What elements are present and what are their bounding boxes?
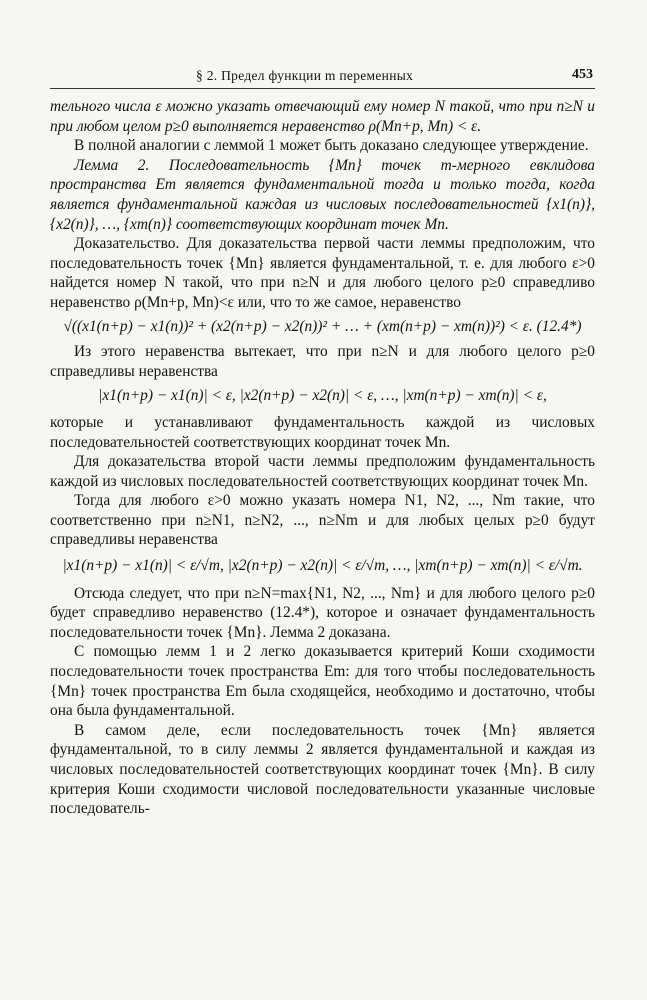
paragraph-numbers-n: Тогда для любого ε>0 можно указать номера N1, N2, ..., Nm такие, что соответственно при n≥N1, n≥N2, ..., n≥Nm и для любых целых p≥0 будут справедливы неравенства <box>50 492 595 549</box>
formula-12-4: √((x1(n+p) − x1(n))² + (x2(n+p) − x2(n))² + … + (xm(n+p) − xm(n))²) < ε. (12.4*) <box>63 317 582 335</box>
paragraph-analogy: В полной аналогии с леммой 1 может быть доказано следующее утверждение. <box>74 137 589 155</box>
paragraph-consequence: Из этого неравенства вытекает, что при n≥N и для любого целого p≥0 справедливы неравенства <box>50 343 595 380</box>
paragraph-conclusion: Отсюда следует, что при n≥N=max{N1, N2, ..., Nm} и для любого целого p≥0 будет справедливо неравенство (12.4*), которое и означает фундаментальность последовательности точек {Mn}. Лемма 2 доказана. <box>50 584 595 641</box>
paragraph-cauchy-criterion: С помощью лемм 1 и 2 легко доказывается критерий Коши сходимости последовательности точек пространства Em: для того чтобы последовательность {Mn} точек пространства Em была сходящейся, необходимо и достаточно, чтобы она была фундаментальной. <box>50 643 595 720</box>
page-number: 453 <box>572 67 593 82</box>
paragraph-second-part: Для доказательства второй части леммы предположим фундаментальность каждой из числовых последовательностей соответствующих координат точек Mn. <box>50 453 595 490</box>
paragraph-fundamentality: которые и устанавливают фундаментальность каждой из числовых последовательностей соответствующих координат точек Mn. <box>50 413 595 451</box>
formula-eps-over-sqrt-m: |x1(n+p) − x1(n)| < ε/√m, |x2(n+p) − x2(n)| < ε/√m, …, |xm(n+p) − xm(n)| < ε/√m. <box>62 557 583 575</box>
proof-paragraph: Доказательство. Для доказательства первой части леммы предположим, что последовательность точек {Mn} является фундаментальной, т. е. для любого ε>0 найдется номер N такой, что при n≥N и для любого целого p≥0 справедливо неравенство ρ(Mn+p, Mn)<ε или, что то же самое, неравенство <box>50 235 595 311</box>
formula-coordinate-inequalities: |x1(n+p) − x1(n)| < ε, |x2(n+p) − x2(n)| < ε, …, |xm(n+p) − xm(n)| < ε, <box>98 387 547 405</box>
running-header <box>50 66 595 89</box>
lemma-2-statement: Лемма 2. Последовательность {Mn} точек m-мерного евклидова пространства Em является фундаментальной тогда и только тогда, когда является фундаментальной каждая из числовых последовательностей {x1(n)}, {x2(n)}, …, {xm(n)} соответствующих координат точек Mn. <box>50 156 595 233</box>
page-body <box>50 97 595 819</box>
section-title: § 2. Предел функции m переменных <box>196 68 414 83</box>
paragraph-continuation: тельного числа ε можно указать отвечающий ему номер N такой, что при n≥N и при любом целом p≥0 выполняется неравенство ρ(Mn+p, Mn) < ε. <box>50 98 595 135</box>
paragraph-indeed: В самом деле, если последовательность точек {Mn} является фундаментальной, то в силу леммы 2 является фундаментальной и каждая из числовых последовательностей соответствующих координат точек {Mn}. В силу критерия Коши сходимости числовой последовательности указанные числовые последователь- <box>50 721 595 818</box>
